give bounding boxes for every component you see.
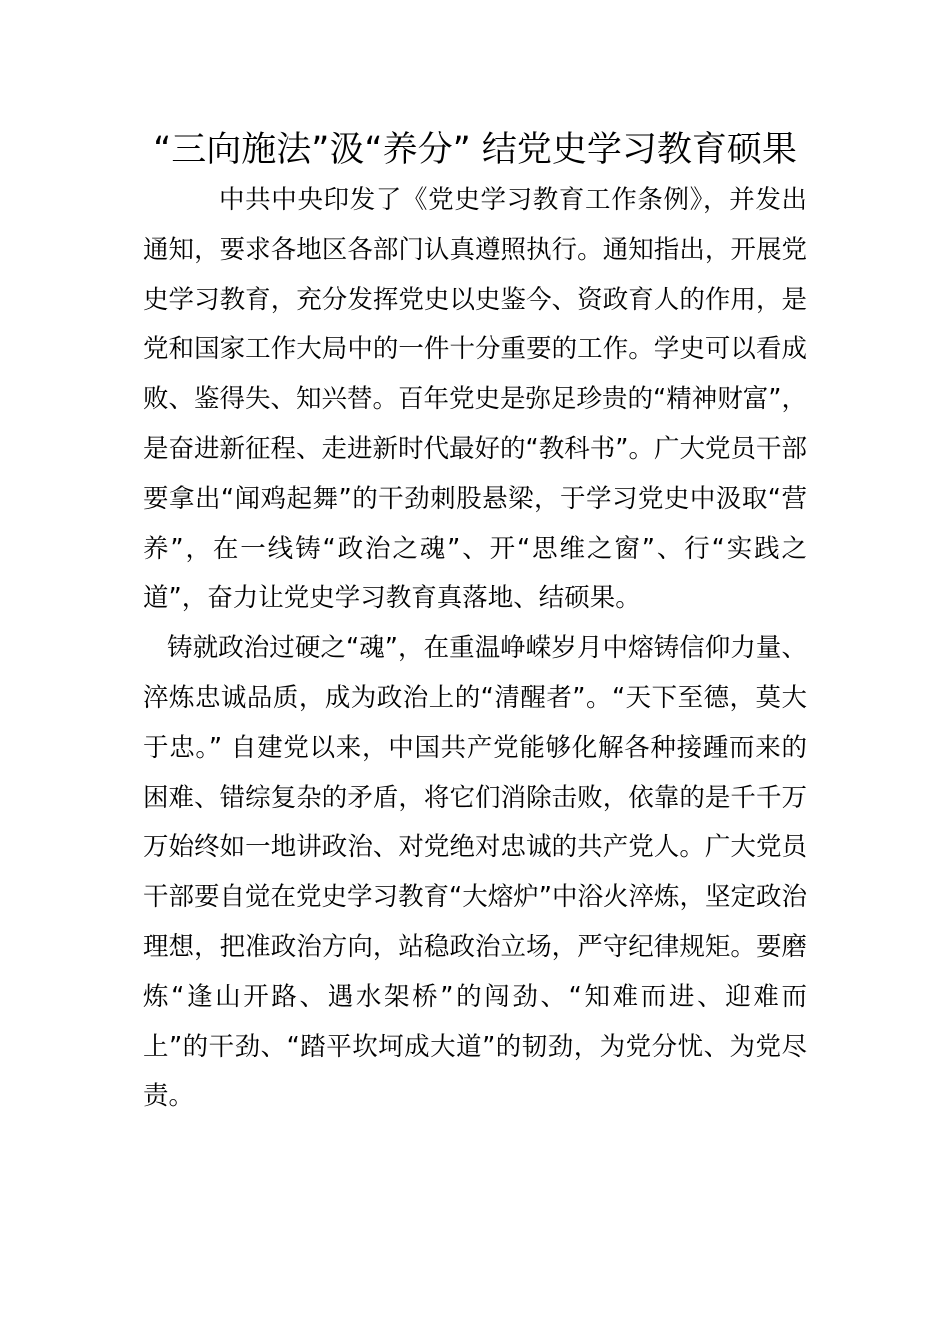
paragraph-intro: 中共中央印发了《党史学习教育工作条例》，并发出通知，要求各地区各部门认真遵照执行。通知指出，开展党史学习教育，充分发挥党史以史鉴今、资政育人的作用，是党和国家工作大局中的一件十分重要的工作。学史可以看成败、鉴得失、知兴替。百年党史是弥足珍贵的“精神财富”，是奋进新征程、走进新时代最好的“教科书”。广大党员干部要拿出“闻鸡起舞”的干劲刺股悬梁，于学习党史中汲取“营养”，在一线铸“政治之魂”、开“思维之窗”、行“实践之道”，奋力让党史学习教育真落地、结硕果。 (143, 185, 807, 614)
document-page (143, 128, 807, 1122)
paragraph-political-soul: 铸就政治过硬之“魂”，在重温峥嵘岁月中熔铸信仰力量、淬炼忠诚品质，成为政治上的“清醒者”。“天下至德，莫大于忠。” 自建党以来，中国共产党能够化解各种接踵而来的困难、错综复杂的矛盾，将它们消除击败，依靠的是千千万万始终如一地讲政治、对党绝对忠诚的共产党人。广大党员干部要自觉在党史学习教育“大熔炉”中浴火淬炼，坚定政治理想，把准政治方向，站稳政治立场，严守纪律规矩。要磨炼“逢山开路、遇水架桥”的闯劲、“知难而进、迎难而上”的干劲、“踏平坎坷成大道”的韧劲，为党分忧、为党尽责。 (143, 633, 807, 1112)
document-title: “三向施法”汲“养分” 结党史学习教育硕果 (153, 130, 797, 170)
